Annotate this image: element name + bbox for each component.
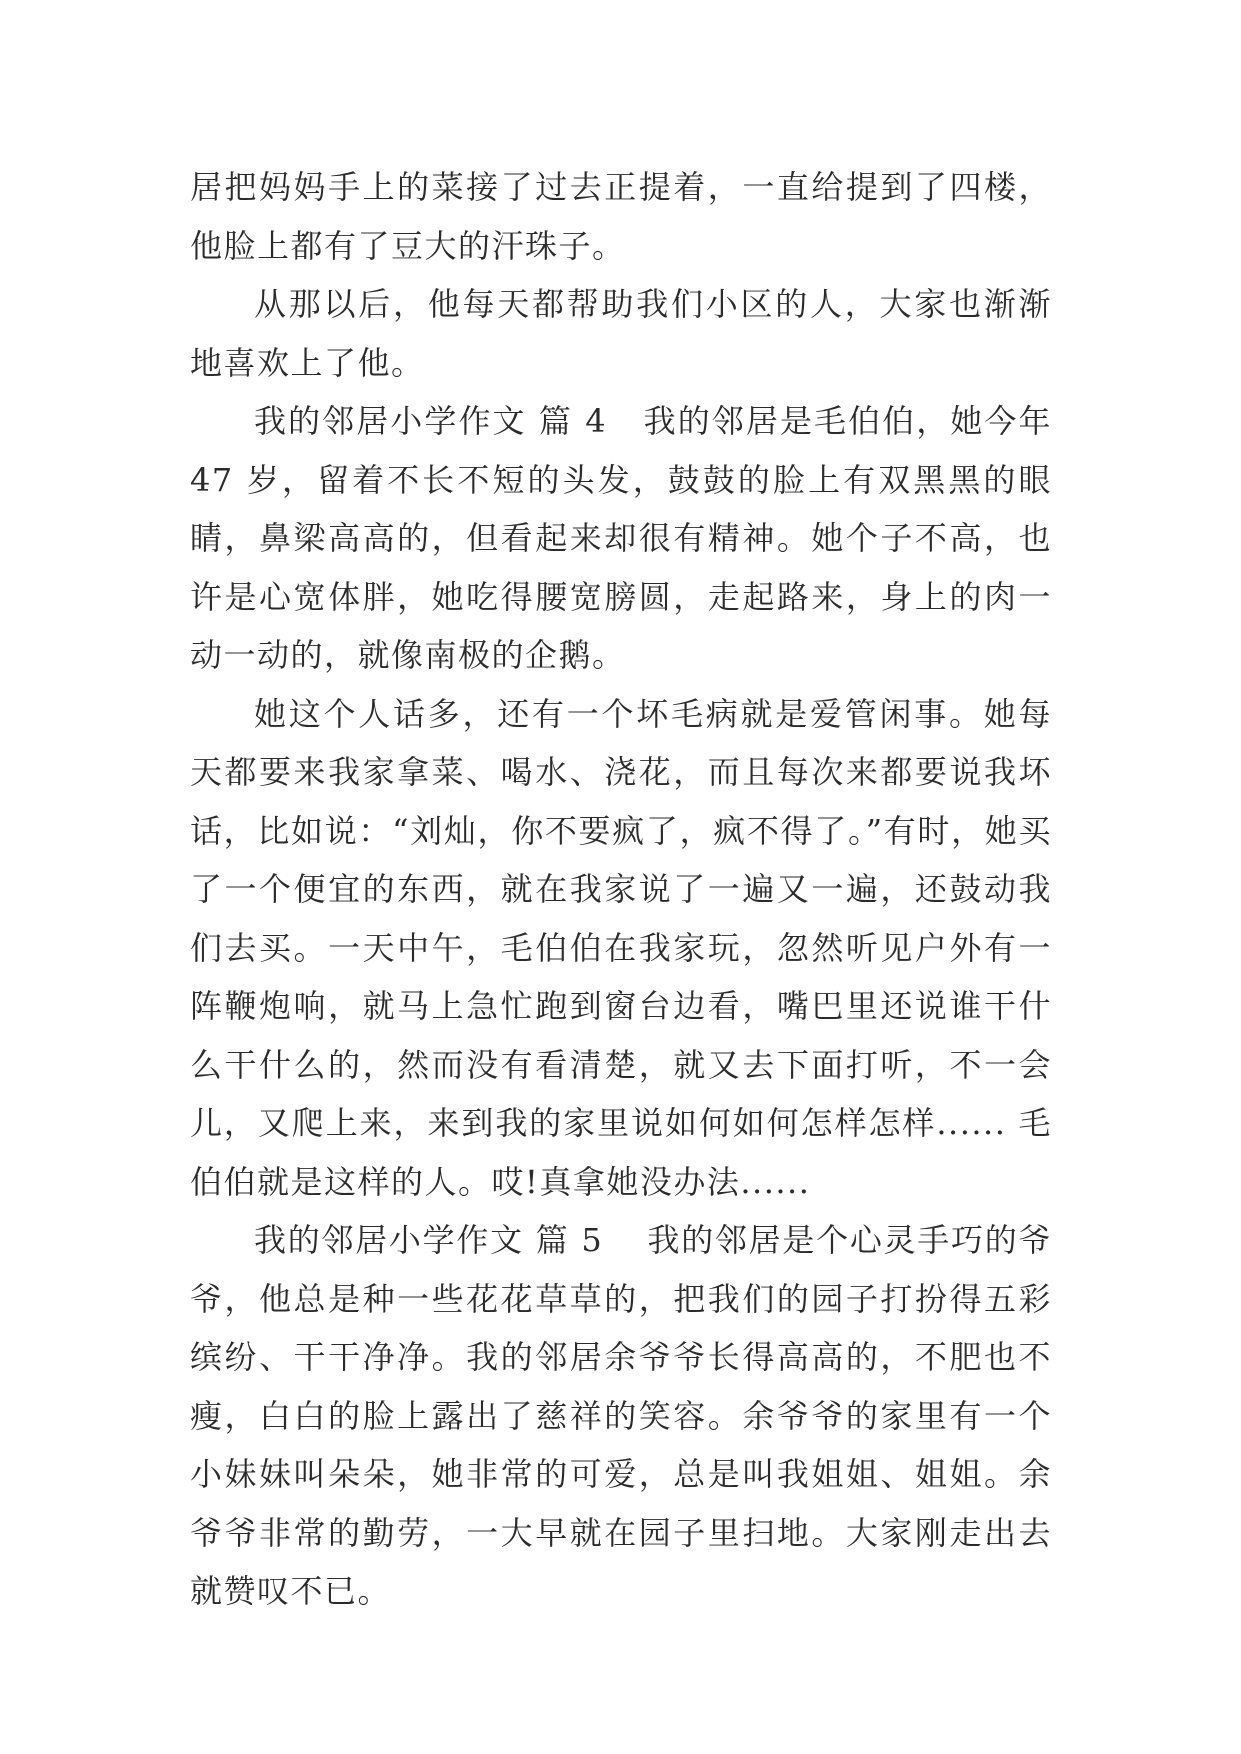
paragraph-5	[190, 1211, 1052, 1621]
paragraph-3	[190, 392, 1052, 685]
paragraph-4: 她这个人话多，还有一个坏毛病就是爱管闲事。她每天都要来我家拿菜、喝水、浇花，而且每次来都要说我坏话，比如说：“刘灿，你不要疯了，疯不得了。”有时，她买了一个便宜的东西，就在我家说了一遍又一遍，还鼓动我们去买。一天中午，毛伯伯在我家玩，忽然听见户外有一阵鞭炮响，就马上急忙跑到窗台边看，嘴巴里还说谁干什么干什么的，然而没有看清楚，就又去下面打听，不一会儿，又爬上来，来到我的家里说如何如何怎样怎样...... 毛伯伯就是这样的人。哎!真拿她没办法......	[190, 694, 1052, 1201]
section-body-5: 我的邻居是个心灵手巧的爷爷，他总是种一些花花草草的，把我们的园子打扮得五彩缤纷、干干净净。我的邻居余爷爷长得高高的，不肥也不瘦，白白的脸上露出了慈祥的笑容。余爷爷的家里有一个小妹妹叫朵朵，她非常的可爱，总是叫我姐姐、姐姐。余爷爷非常的勤劳，一大早就在园子里扫地。大家刚走出去就赞叹不已。	[190, 1221, 1052, 1610]
section-heading-5: 我的邻居小学作文 篇 5	[254, 1221, 604, 1259]
paragraph-1: 居把妈妈手上的菜接了过去正提着，一直给提到了四楼，他脸上都有了豆大的汗珠子。	[190, 168, 1052, 265]
paragraph-2: 从那以后，他每天都帮助我们小区的人，大家也渐渐地喜欢上了他。	[190, 285, 1052, 382]
section-heading-4: 我的邻居小学作文 篇 4	[254, 402, 608, 440]
section-body-4: 我的邻居是毛伯伯，她今年 47 岁，留着不长不短的头发，鼓鼓的脸上有双黑黑的眼睛，鼻梁高高的，但看起来却很有精神。她个子不高，也许是心宽体胖，她吃得腰宽膀圆，走起路来，身上的肉一动一动的，就像南极的企鹅。	[190, 402, 1052, 674]
document-body	[190, 158, 1052, 1621]
